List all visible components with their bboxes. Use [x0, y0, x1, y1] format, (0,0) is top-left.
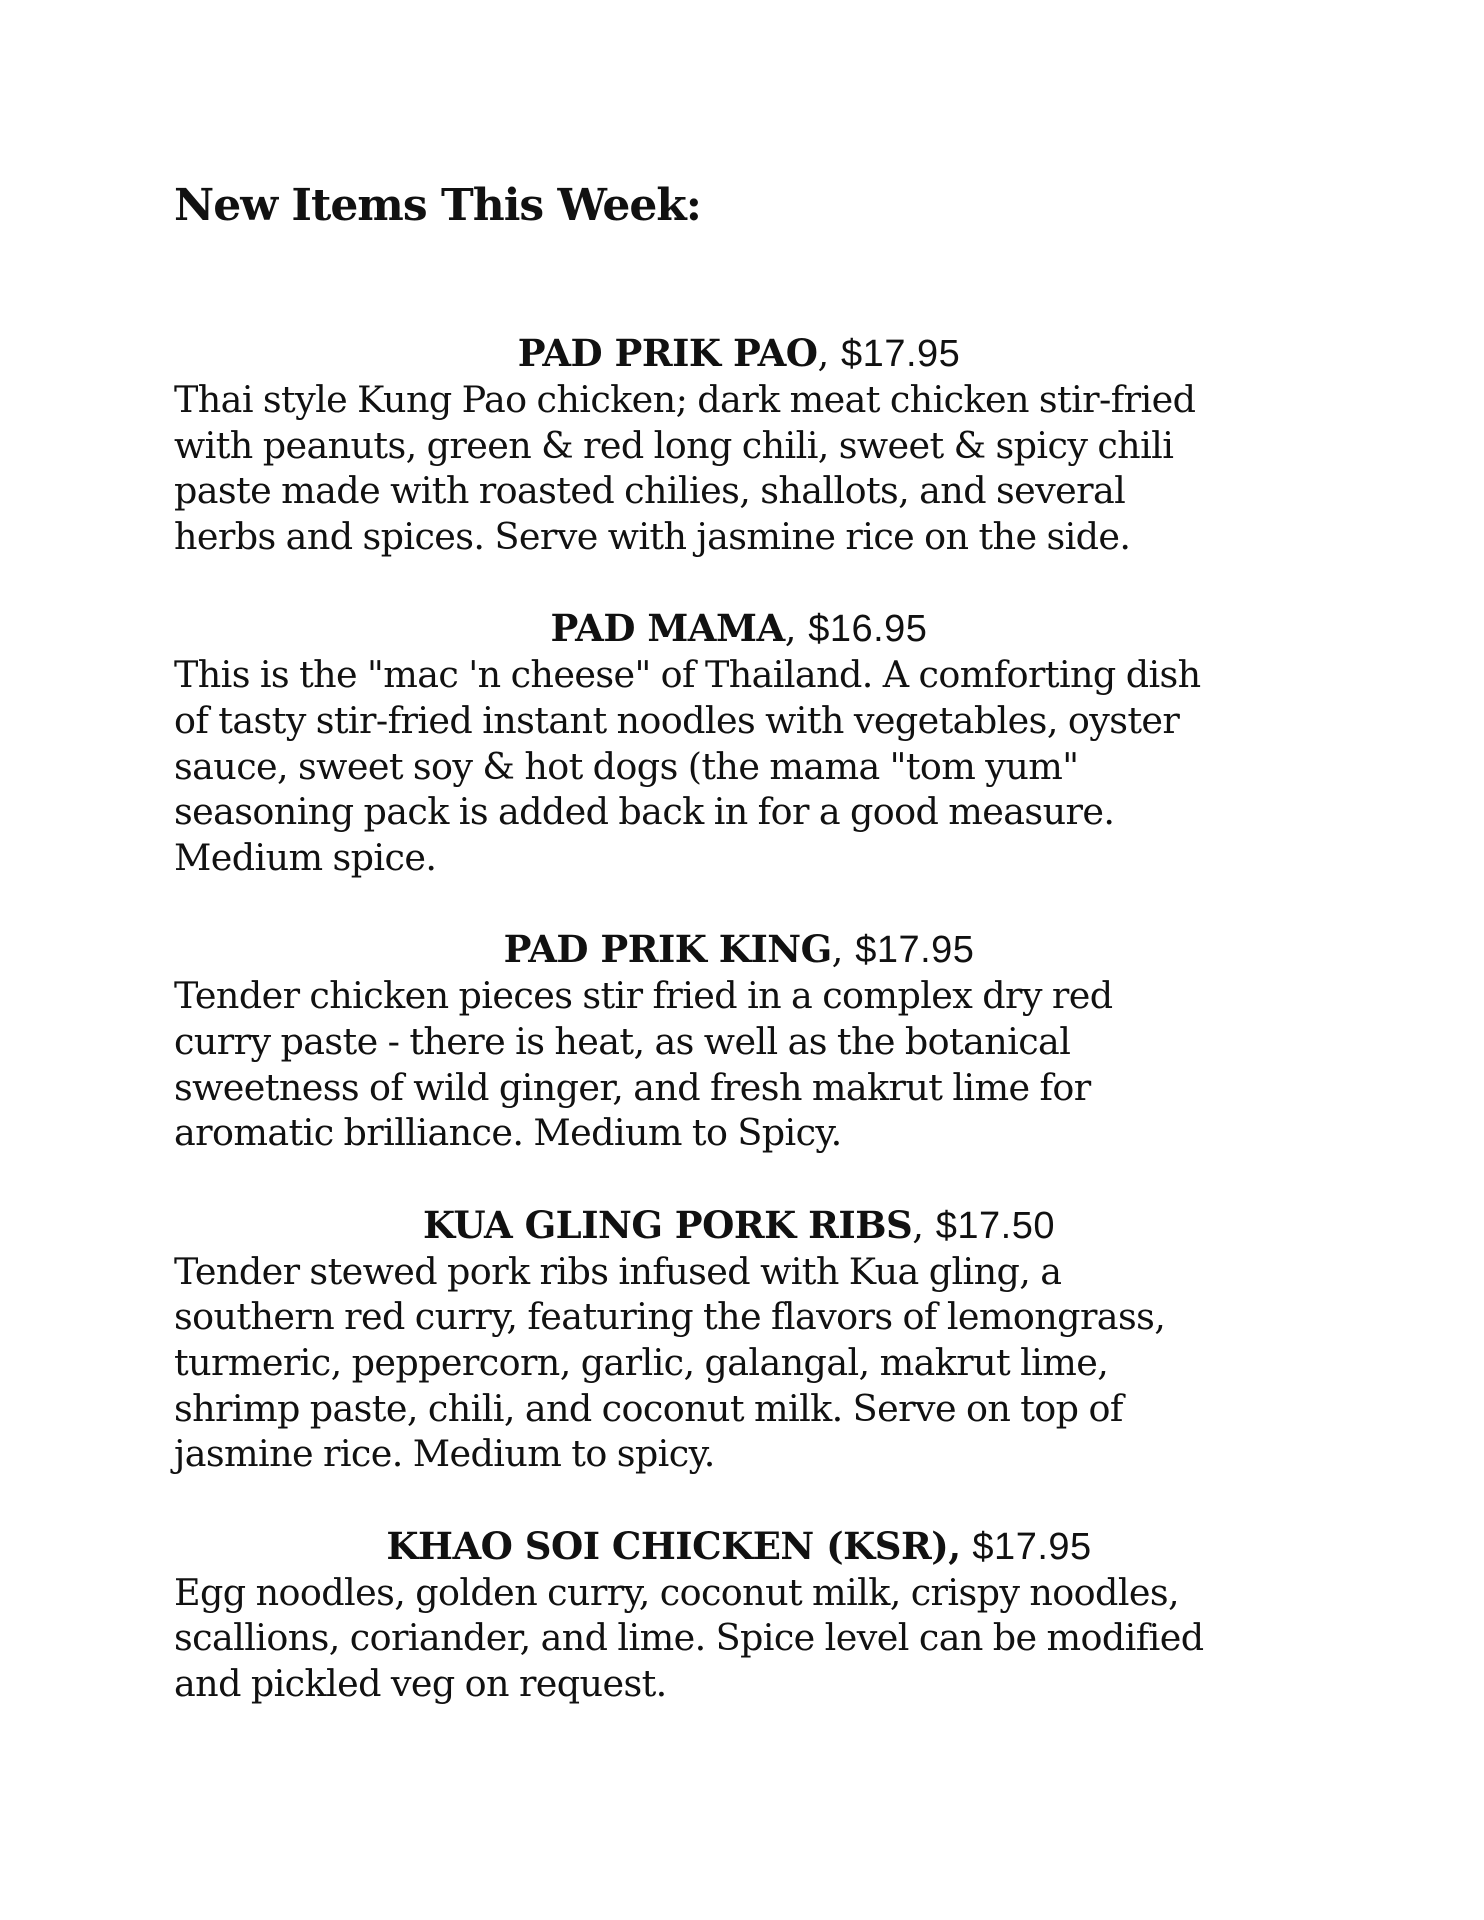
menu-item-name: PAD MAMA: [550, 606, 785, 651]
menu-item-price: $17.95: [972, 1525, 1092, 1568]
menu-item: [174, 926, 1334, 1155]
menu-item-price: $16.95: [808, 608, 928, 651]
menu-item-separator: [961, 1525, 973, 1568]
menu-item-description: Egg noodles, golden curry, coconut milk, crispy noodles, scallions, coriander, and lime. Spice level can be modified and pickled veg on request.: [174, 1570, 1204, 1705]
menu-item-name: KUA GLING PORK RIBS: [423, 1202, 913, 1247]
menu-item: [174, 1202, 1334, 1477]
menu-item-price: $17.50: [935, 1204, 1055, 1247]
menu-item-separator: ,: [784, 607, 809, 651]
menu-item-title: [174, 605, 1304, 652]
menu-item-description: Tender chicken pieces stir fried in a complex dry red curry paste - there is heat, as well as the botanical sweetness of wild ginger, and fresh makrut lime for aromatic brilliance. Medium to Spicy.: [174, 974, 1113, 1155]
menu-item-description: Thai style Kung Pao chicken; dark meat chicken stir-fried with peanuts, green & red long chili, sweet & spicy chili paste made with roasted chilies, shallots, and several herbs and spices. Serve with jasmine rice on the side.: [174, 378, 1196, 558]
menu-item-list: [174, 330, 1334, 1752]
menu-item-separator: ,: [817, 332, 842, 375]
page-heading: New Items This Week:: [174, 180, 702, 231]
menu-item: [174, 605, 1334, 880]
menu-item: [174, 330, 1334, 559]
menu-item-separator: ,: [912, 1203, 936, 1247]
menu-item-title: [174, 926, 1304, 973]
menu-item-name: PAD PRIK KING: [503, 927, 832, 972]
menu-item-title: [174, 1202, 1304, 1249]
menu-item-title: [174, 1523, 1304, 1570]
menu-item: [174, 1523, 1334, 1707]
menu-item-price: $17.95: [855, 929, 975, 972]
menu-item-price: $17.95: [841, 333, 961, 375]
menu-item-description: Tender stewed pork ribs infused with Kua gling, a southern red curry, featuring the flavors of lemongrass, turmeric, peppercorn, garlic, galangal, makrut lime, shrimp paste, chili, and coconut milk. Serve on top of jasmine rice. Medium to spicy.: [174, 1249, 1166, 1476]
menu-item-title: [174, 330, 1304, 377]
menu-item-name: PAD PRIK PAO: [517, 331, 818, 375]
menu-item-description: This is the "mac 'n cheese" of Thailand. A comforting dish of tasty stir-fried instant noodles with vegetables, oyster sauce, sweet soy & hot dogs (the mama "tom yum" seasoning pack is added back in for a good measure. Medium spice.: [174, 653, 1201, 879]
menu-item-name: KHAO SOI CHICKEN (KSR),: [386, 1523, 961, 1568]
menu-item-separator: ,: [831, 928, 856, 972]
